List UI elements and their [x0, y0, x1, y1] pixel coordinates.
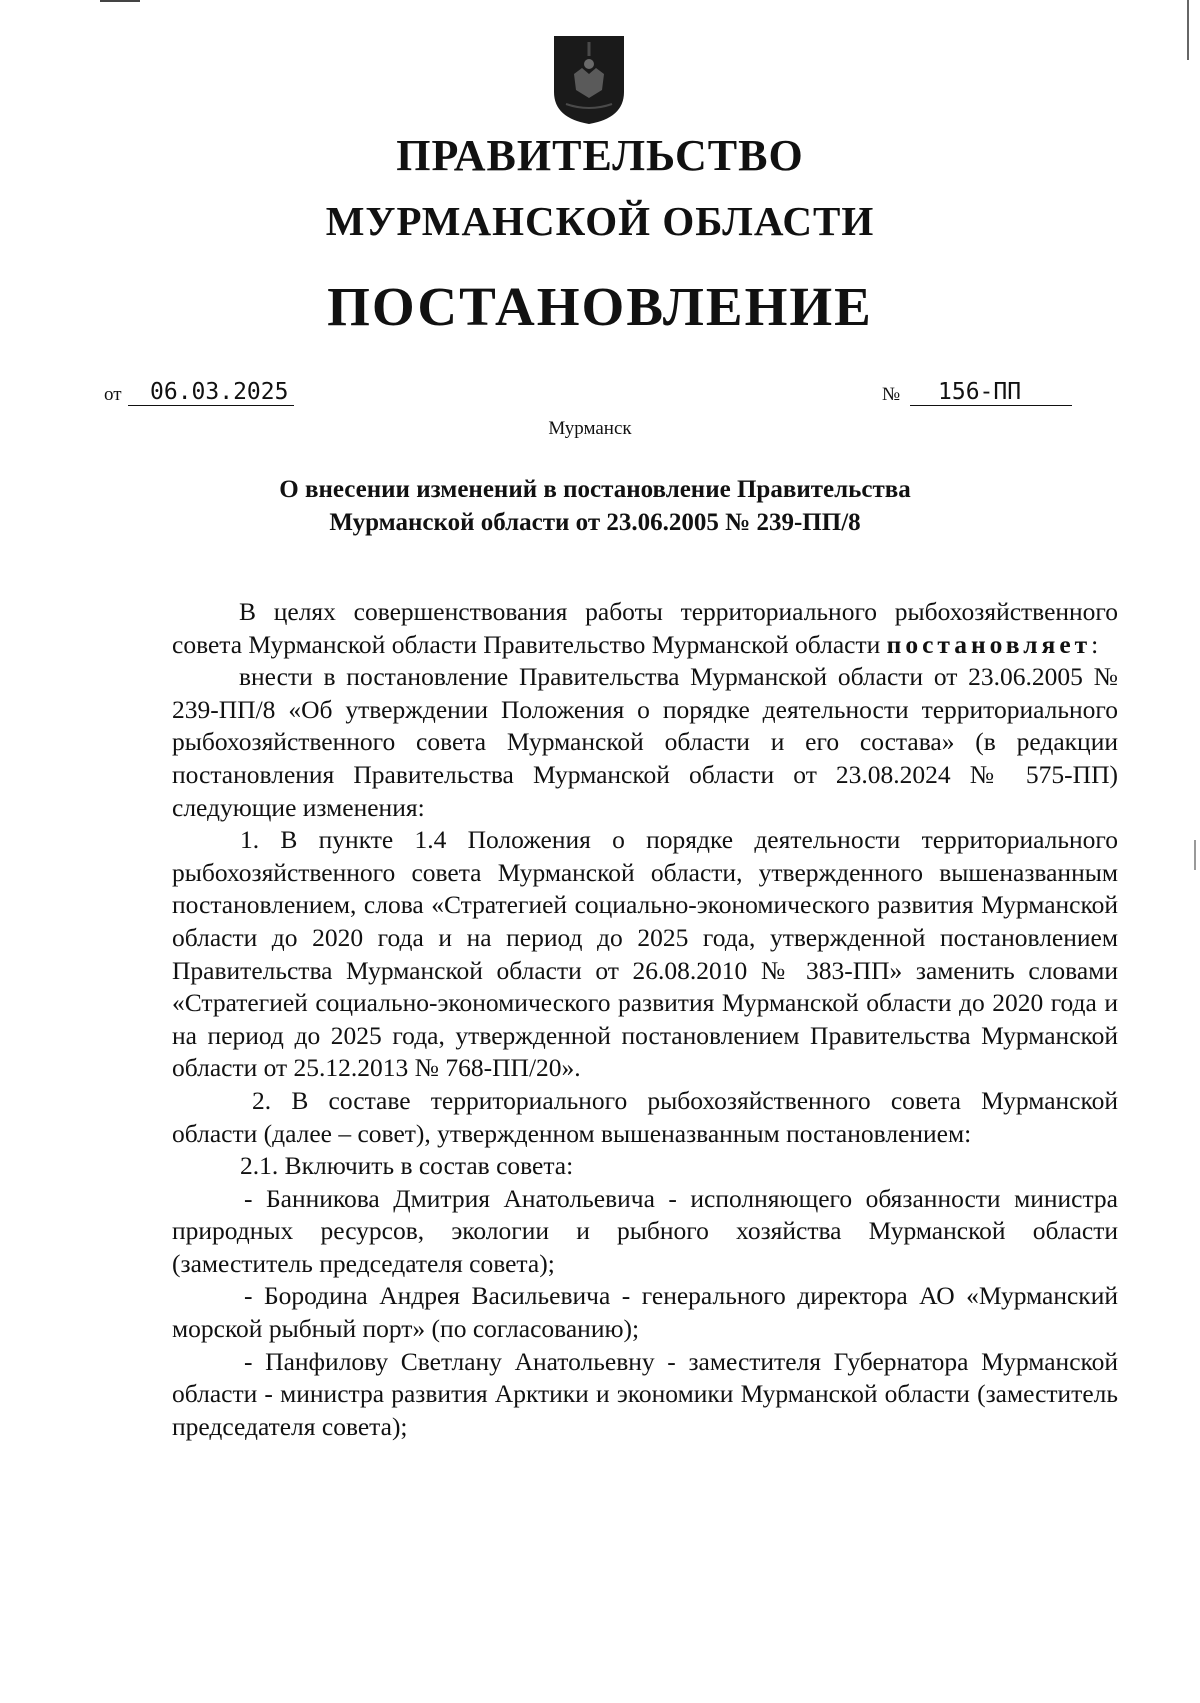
document-date: 06.03.2025	[128, 379, 294, 406]
amend-paragraph: внести в постановление Правительства Мурманской области от 23.06.2005 № 239-ПП/8 «Об утверждении Положения о порядке деятельности территориального рыбохозяйственного совета Мурманской области и его состава» (в редакции постановления Правительства Мурманской области от 23.08.2024 № 575-ПП) следующие изменения:	[172, 662, 1118, 822]
member-item: - Бородина Андрея Васильевича - генерального директора АО «Мурманский морской рыбный порт» (по согласованию);	[172, 1281, 1118, 1344]
clause-1: 1. В пункте 1.4 Положения о порядке деятельности территориального рыбохозяйственного совета Мурманской области, утвержденного вышеназванным постановлением, слова «Стратегией социально-экономического развития Мурманской области до 2020 года и на период до 2025 года, утвержденной постановлением Правительства Мурманской области от 26.08.2010 № 383-ПП» заменить словами «Стратегией социально-экономического развития Мурманской области до 2020 года и на период до 2025 года, утвержденной постановлением Правительства Мурманской области от 25.12.2013 № 768-ПП/20».	[172, 825, 1118, 1083]
document-body	[172, 596, 1118, 1443]
scan-edge	[100, 0, 140, 2]
coat-of-arms-emblem	[552, 34, 626, 126]
date-label: от	[104, 384, 122, 405]
org-title-line2: МУРМАНСКОЙ ОБЛАСТИ	[325, 198, 875, 244]
city: Мурманск	[548, 418, 632, 439]
org-title-line1: ПРАВИТЕЛЬСТВО	[396, 131, 804, 180]
intro-colon: :	[1091, 629, 1099, 659]
number-label: №	[882, 384, 901, 405]
member-item: - Панфилову Светлану Анатольевну - заместителя Губернатора Мурманской области - министра развития Арктики и экономики Мурманской области (заместитель председателя совета);	[172, 1346, 1118, 1441]
document-number: 156-ПП	[910, 379, 1072, 406]
clause-2: 2. В составе территориального рыбохозяйственного совета Мурманской области (далее – совет), утвержденном вышеназванным постановлением:	[172, 1085, 1118, 1148]
scan-edge	[1194, 840, 1196, 870]
subject-line2: Мурманской области от 23.06.2005 № 239-ПП/8	[329, 509, 861, 536]
intro-text: В целях совершенствования работы территориального рыбохозяйственного совета Мурманской области Правительство Мурманской области	[172, 597, 1118, 659]
intro-paragraph	[172, 596, 1118, 661]
clause-2-1: 2.1. Включить в состав совета:	[240, 1151, 574, 1181]
subject-line1: О внесении изменений в постановление Правительства	[279, 476, 911, 503]
scan-edge	[1187, 0, 1189, 60]
member-item: - Банникова Дмитрия Анатольевича - исполняющего обязанности министра природных ресурсов, экологии и рыбного хозяйства Мурманской области (заместитель председателя совета);	[172, 1183, 1118, 1278]
document-type: ПОСТАНОВЛЕНИЕ	[327, 276, 873, 337]
resolves-word: постановляет	[886, 629, 1092, 659]
